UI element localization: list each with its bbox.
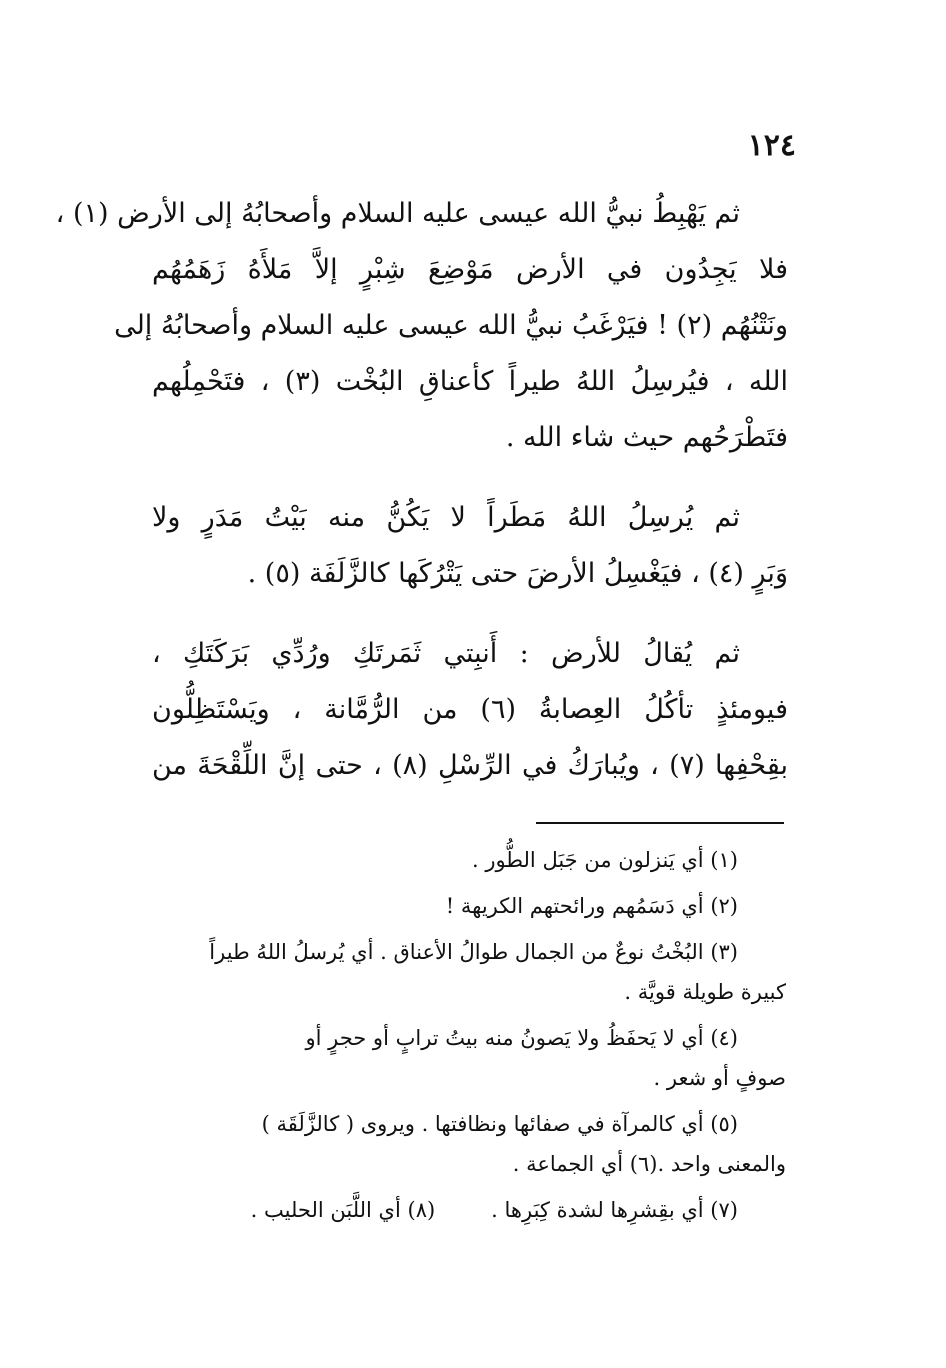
text-line: ثم يَهْبِطُ نبيُّ الله عيسى عليه السلام وأصحابُهُ إلى الأرض (١) ،	[55, 198, 740, 229]
footnote-line: (١) أي يَنزلون من جَبَل الطُّور .	[471, 848, 738, 872]
footnote-5-end: والمعنى واحد .	[657, 1152, 786, 1176]
text-line: وَبَرٍ (٤) ، فيَغْسِلُ الأرضَ حتى يَتْرُكَها كالزَّلَفَة (٥) .	[247, 558, 788, 589]
footnote-line	[154, 1190, 786, 1230]
footnotes	[154, 840, 786, 1236]
text-line: فلا يَجِدُون في الأرض مَوْضِعَ شِبْرٍ إلاَّ مَلأَهُ زَهَمُهُم	[152, 254, 788, 285]
footnote-7-8	[154, 1190, 786, 1230]
footnote-line: (٤) أي لا يَحفَظُ ولا يَصونُ منه بيتُ ترابٍ أو حجرٍ أو	[305, 1026, 738, 1050]
paragraph-2	[152, 490, 788, 602]
footnote-line	[154, 1144, 786, 1184]
text-line: ثم يُرسِلُ اللهُ مَطَراً لا يَكُنُّ منه بَيْتُ مَدَرٍ ولا	[152, 502, 740, 533]
page-number: ١٢٤	[747, 128, 796, 163]
text-line: الله ، فيُرسِلُ اللهُ طيراً كأعناقِ البُخْت (٣) ، فتَحْمِلُهم	[152, 366, 789, 397]
footnote-5-6	[154, 1104, 786, 1184]
footnote-2	[154, 886, 786, 926]
footnote-line: كبيرة طويلة قويَّة .	[624, 980, 786, 1004]
footnote-6: (٦) أي الجماعة .	[512, 1152, 658, 1176]
text-line: بقِحْفِها (٧) ، ويُبارَكُ في الرِّسْلِ (٨) ، حتى إنَّ اللِّقْحَةَ من	[152, 750, 788, 781]
footnote-divider	[536, 822, 784, 824]
text-line: فيومئذٍ تأكُلُ العِصابةُ (٦) من الرُّمَّانة ، ويَسْتَظِلُّون	[152, 694, 788, 725]
paragraph-3	[152, 626, 788, 794]
text-line: ونَتْنُهُم (٢) ! فيَرْغَبُ نبيُّ الله عيسى عليه السلام وأصحابُهُ إلى	[114, 310, 788, 341]
text-line: ثم يُقالُ للأرض : أَنبِتي ثَمَرتَكِ ورُدِّي بَرَكَتَكِ ،	[152, 638, 740, 669]
footnote-line: (٥) أي كالمرآة في صفائها ونظافتها . ويروى ( كالزَّلَقَة )	[261, 1112, 738, 1136]
footnote-line: صوفٍ أو شعر .	[653, 1066, 786, 1090]
main-text	[55, 186, 789, 818]
footnote-8: (٨) أي اللَّبَن الحليب .	[250, 1198, 436, 1222]
paragraph-1	[55, 186, 789, 466]
footnote-line: (٣) البُخْتُ نوعٌ من الجمال طوالُ الأعناق . أي يُرسلُ اللهُ طيراً	[209, 940, 738, 964]
footnote-3	[154, 932, 786, 1012]
text-line: فتَطْرَحُهم حيث شاء الله .	[505, 422, 788, 453]
footnote-7: (٧) أي بقِشرِها لشدة كِبَرِها .	[491, 1198, 738, 1222]
footnote-1	[154, 840, 786, 880]
footnote-4	[154, 1018, 786, 1098]
footnote-line: (٢) أي دَسَمُهم ورائحتهم الكريهة !	[445, 894, 738, 918]
